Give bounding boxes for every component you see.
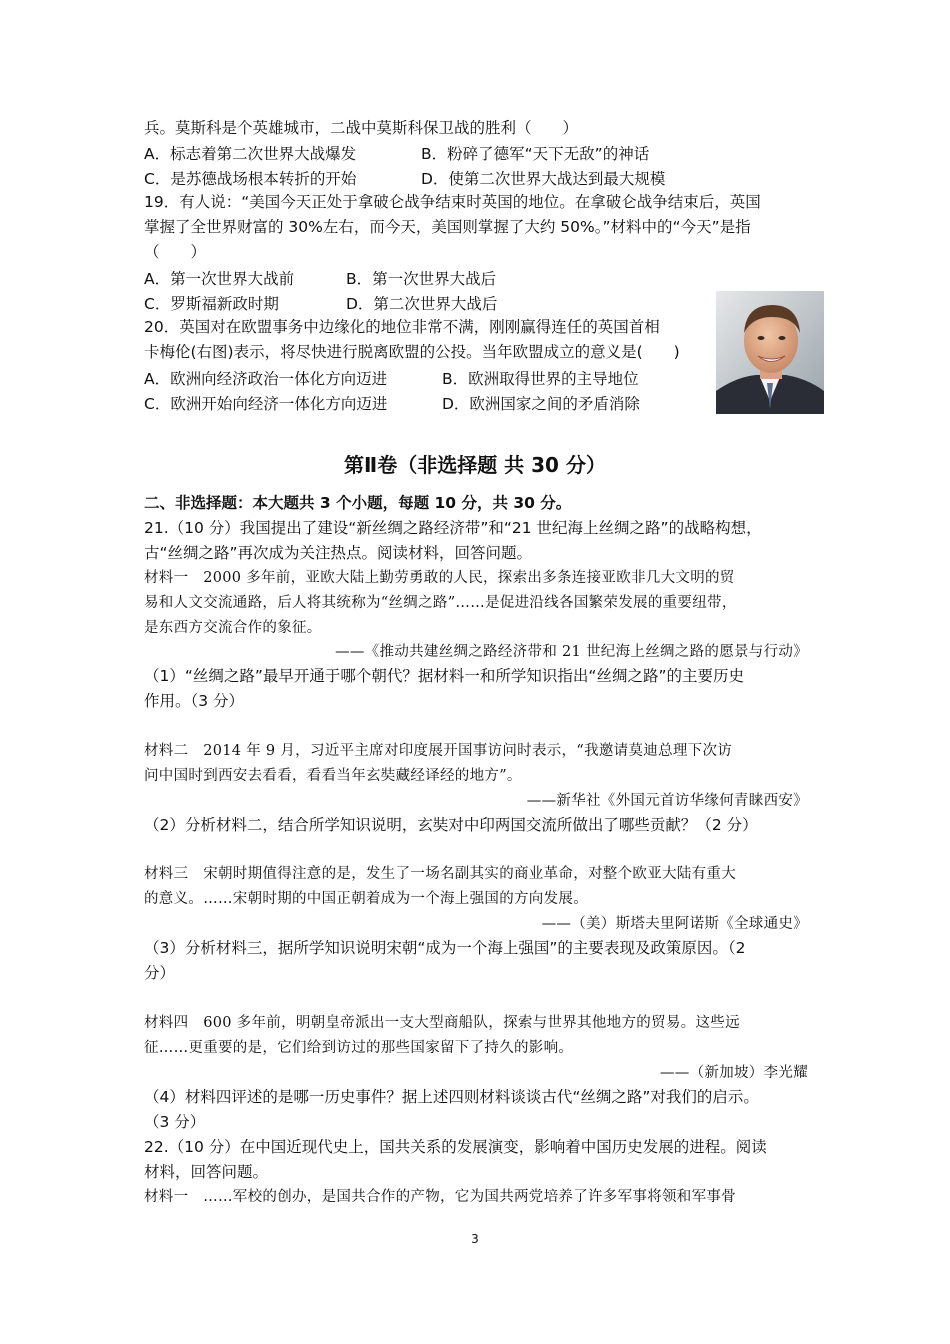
q20-option-d: D．欧洲国家之间的矛盾消除: [442, 395, 640, 413]
q21-material3-source: ——（美）斯塔夫里阿诺斯《全球通史》: [541, 916, 808, 932]
q20-option-b: B．欧洲取得世界的主导地位: [442, 370, 639, 388]
q21-sub3-line2: 分）: [144, 964, 176, 982]
q21-material2-line2: 问中国时到西安去看看，看看当年玄奘藏经译经的地方”。: [144, 768, 522, 784]
q21-intro-line2: 古“丝绸之路”再次成为关注热点。阅读材料，回答问题。: [144, 544, 533, 562]
q21-sub1-line1: （1）“丝绸之路”最早开通于哪个朝代？据材料一和所学知识指出“丝绸之路”的主要历史: [144, 667, 744, 685]
q20-option-c: C．欧洲开始向经济一体化方向迈进: [144, 395, 388, 413]
q21-material4-source: ——（新加坡）李光耀: [660, 1065, 808, 1081]
q21-material1-source: ——《推动共建丝绸之路经济带和 21 世纪海上丝绸之路的愿景与行动》: [335, 644, 808, 660]
q21-sub3-line1: （3）分析材料三，据所学知识说明宋朝“成为一个海上强国”的主要表现及政策原因。（2: [144, 939, 746, 957]
q21-material3-line2: 的意义。……宋朝时期的中国正朝着成为一个海上强国的方向发展。: [144, 891, 588, 907]
q21-material1-line2: 易和人文交流通路，后人将其统称为“丝绸之路”……是促进沿线各国繁荣发展的重要纽带，: [144, 595, 737, 611]
q19-stem-line2: 掌握了全世界财富的 30%左右，而今天，美国则掌握了大约 50%。”材料中的“今天”是指: [144, 218, 751, 236]
q18-option-c: C．是苏德战场根本转折的开始: [144, 170, 357, 188]
q18-option-b: B．粉碎了德军“天下无敌”的神话: [421, 145, 650, 163]
q21-material3-line1: 材料三 宋朝时期值得注意的是，发生了一场名副其实的商业革命，对整个欧亚大陆有重大: [144, 866, 736, 882]
section-title: 第Ⅱ卷（非选择题 共 30 分）: [344, 453, 606, 477]
q21-material2-line1: 材料二 2014 年 9 月，习近平主席对印度展开国事访问时表示，“我邀请莫迪总理下次访: [144, 743, 733, 759]
q22-intro-line2: 材料，回答问题。: [144, 1163, 269, 1181]
q22-intro-line1: 22.（10 分）在中国近现代史上，国共关系的发展演变，影响着中国历史发展的进程。阅读: [144, 1138, 767, 1156]
q21-sub4-line1: （4）材料四评述的是哪一历史事件？据上述四则材料谈谈古代“丝绸之路”对我们的启示。: [144, 1088, 759, 1106]
section-heading: 二、非选择题：本大题共 3 个小题，每题 10 分，共 30 分。: [144, 494, 572, 512]
q21-material4-line2: 征……更重要的是，它们给到访过的那些国家留下了持久的影响。: [144, 1040, 574, 1056]
q21-material4-line1: 材料四 600 多年前，明朝皇帝派出一支大型商船队，探索与世界其他地方的贸易。这些远: [144, 1015, 740, 1031]
q21-material1-line1: 材料一 2000 多年前，亚欧大陆上勤劳勇敢的人民，探索出多条连接亚欧非几大文明的贸: [144, 570, 735, 586]
q21-sub2: （2）分析材料二，结合所学知识说明，玄奘对中印两国交流所做出了哪些贡献？（2 分）: [144, 816, 758, 834]
q21-intro-line1: 21.（10 分）我国提出了建设“新丝绸之路经济带”和“21 世纪海上丝绸之路”的战略构想，: [144, 519, 762, 537]
q21-sub4-line2: （3 分）: [144, 1113, 206, 1131]
q19-option-c: C．罗斯福新政时期: [144, 295, 279, 313]
q20-stem-line1: 20．英国对在欧盟事务中边缘化的地位非常不满，刚刚赢得连任的英国首相: [144, 318, 660, 336]
q18-option-a: A．标志着第二次世界大战爆发: [144, 145, 357, 163]
q20-option-a: A．欧洲向经济政治一体化方向迈进: [144, 370, 388, 388]
portrait-photo: [716, 291, 824, 414]
q18-stem: 兵。莫斯科是个英雄城市，二战中莫斯科保卫战的胜利（ ）: [144, 119, 579, 137]
q19-stem-line3: （ ）: [144, 243, 207, 261]
q22-material1-line1: 材料一 ……军校的创办，是国共合作的产物，它为国共两党培养了许多军事将领和军事骨: [144, 1189, 736, 1205]
q19-option-d: D．第二次世界大战后: [346, 295, 498, 313]
page-number: 3: [471, 1232, 479, 1246]
q21-sub1-line2: 作用。（3 分）: [144, 692, 245, 710]
q20-stem-line2: 卡梅伦(右图)表示，将尽快进行脱离欧盟的公投。当年欧盟成立的意义是( ): [144, 343, 680, 361]
q19-option-a: A．第一次世界大战前: [144, 270, 295, 288]
q21-material2-source: ——新华社《外国元首访华缘何青睐西安》: [526, 793, 808, 809]
q19-option-b: B．第一次世界大战后: [346, 270, 497, 288]
q21-material1-line3: 是东西方交流合作的象征。: [144, 620, 322, 636]
q19-stem-line1: 19．有人说：“美国今天正处于拿破仑战争结束时英国的地位。在拿破仑战争结束后，英国: [144, 193, 761, 211]
q18-option-d: D．使第二次世界大战达到最大规模: [421, 170, 666, 188]
